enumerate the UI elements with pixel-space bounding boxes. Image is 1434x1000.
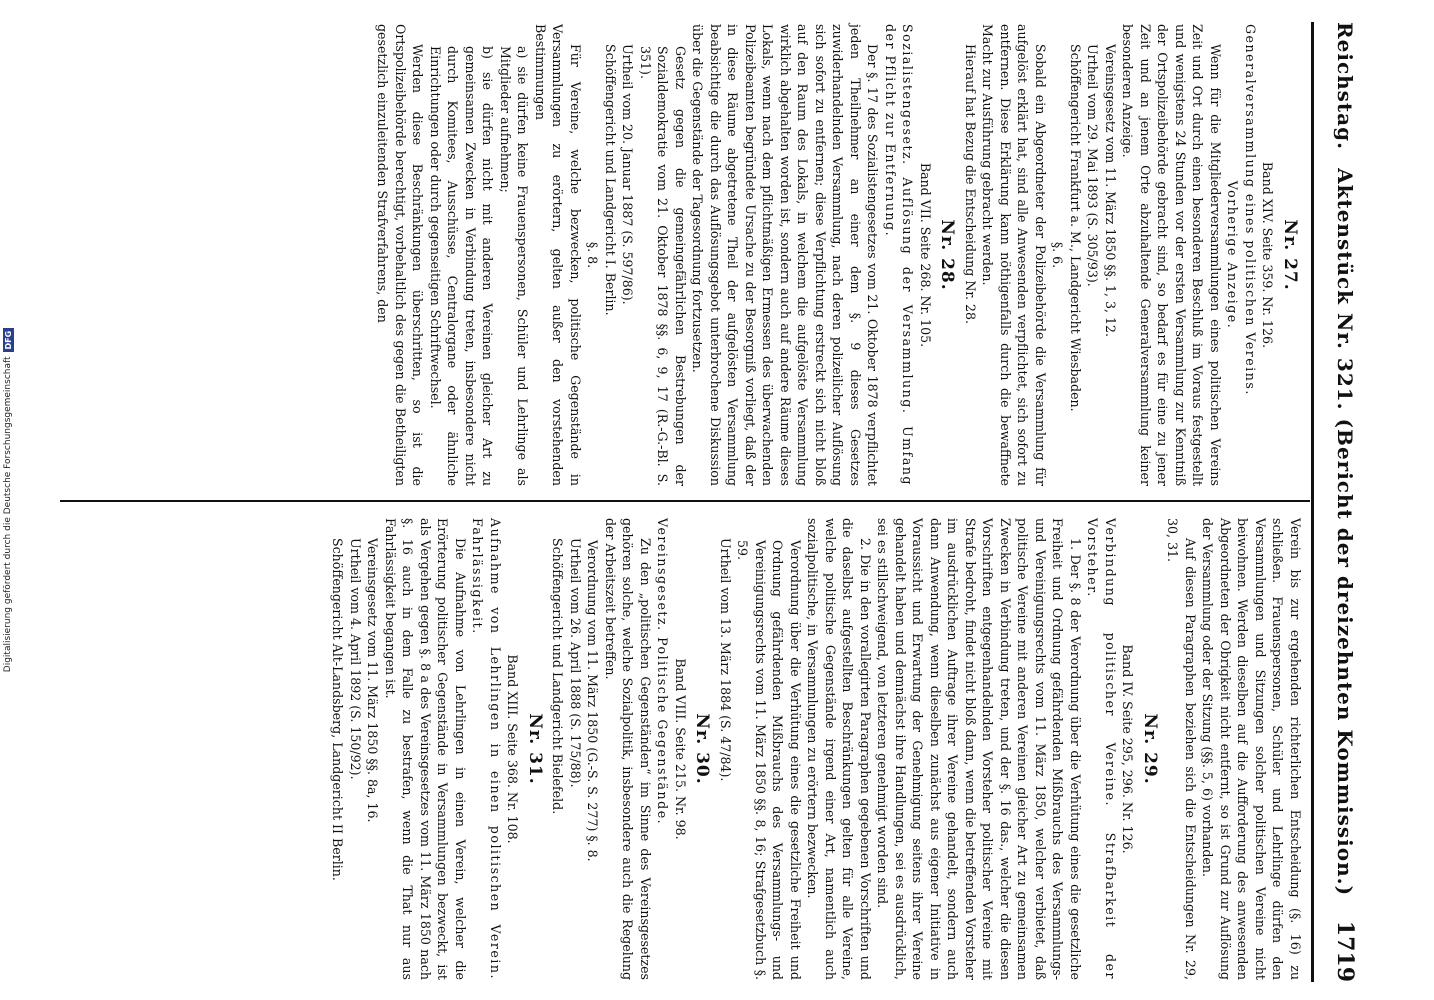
paragraph: Sobald ein Abgeordneter der Polizeibehörde die Versammlung für aufgelöst erklärt hat, sind alle Anwesenden verpflichtet, sich sofort zu entfernen. Diese Erklärung kann nöthigenfalls durch die bewaffnete Macht zur Ausführung gebracht werden. <box>980 24 1048 486</box>
credit-text: Digitalisierung gefördert durch die Deutsche Forschungsgemeinschaft <box>3 356 13 673</box>
column-divider <box>60 500 1310 502</box>
paragraph: Schöffengericht und Landgericht I. Berlin. <box>603 44 618 316</box>
decision-number: Nr. 28. <box>937 219 958 291</box>
paragraph: Vorherige Anzeige. <box>1225 180 1241 330</box>
paragraph: Für Vereine, welche bezwecken, politische Gegenstände in Versammlungen zu erörtern, gelten außer den vorstehenden Bestimmungen <box>533 24 583 486</box>
right-column <box>329 518 1304 980</box>
paragraph: a) sie dürfen keine Frauenspersonen, Schüler und Lehrlinge als Mitglieder aufnehmen; <box>498 46 531 486</box>
paragraph: Sozialistengesetz. Auflösung der Versammlung. Umfang der Pflicht zur Entfernung. <box>883 24 916 486</box>
header-title: Aktenstück Nr. 321. (Bericht der dreizehnten Kommission.) <box>1333 168 1357 897</box>
paragraph: Band XIV. Seite 359. Nr. 126. <box>1260 161 1276 349</box>
paragraph: Band IV. Seite 295, 296. Nr. 126. <box>1120 644 1136 854</box>
decision-number: Nr. 29. <box>1140 713 1160 785</box>
left-column <box>374 24 1304 486</box>
document-page <box>52 0 1372 1000</box>
paragraph: Urtheil vom 26. April 1888 (S. 175/88). <box>568 538 583 788</box>
paragraph: Wenn für die Mitgliederversammlungen eines politischen Vereins Zeit und Ort durch einen besonderen Beschluß im Voraus festgestellt und wenigstens 24 Stunden vor der ersten Versammlung zur Kenntniß der Ortspolizeibehörde gebracht sind, so bedarf es für eine zu jener Zeit und an jenem Orte abzuhaltende Generalversammlung keiner besonderen Anzeige. <box>1120 24 1223 486</box>
paragraph: Band VIII. Seite 215. Nr. 98. <box>673 658 688 840</box>
paragraph: §. 6. <box>1050 241 1066 269</box>
paragraph: Der §. 17 des Sozialistengesetzes vom 21. Oktober 1878 verpflichtet jeden Theilnehmer an einer dem §. 9 dieses Gesetzes zuwiderhandelnden Versammlung, nach deren polizeilicher Auflösung sich sofort zu entfernen; diese Verpflichtung erstreckt sich nicht bloß auf den Raum des Lokals, in welchem die aufgelöste Versammlung wirklich abgehalten worden ist, sondern auch auf andere Räume dieses Lokals, wenn nach dem pflichtmäßigen Ermessen des überwachenden Polizeibeamten begründete Ursache zu der Besorgniß vorliegt, daß der in diese Räume abgetretene Theil der aufgelösten Versammlung beabsichtige die durch das Auflösungsgebot unterbrochene Diskussion über die Gegenstände der Tagesordnung fortzusetzen. <box>690 24 881 486</box>
paragraph: Generalversammlung eines politischen Vereins. <box>1243 24 1258 396</box>
decision-number: Nr. 30. <box>692 713 713 785</box>
paragraph: Schöffengericht Frankfurt a. M., Landgericht Wiesbaden. <box>1068 44 1083 412</box>
paragraph: Werden diese Beschränkungen überschritten, so ist die Ortspolizeibehörde berechtigt, vorbehaltlich des gegen die Betheiligten gesetzlich einzuleitenden Strafverfahrens, den <box>375 24 426 486</box>
header-left: Reichstag. <box>1333 22 1357 151</box>
paragraph: Urtheil vom 13. März 1884 (S. 47/84). <box>718 538 733 782</box>
paragraph: Verordnung vom 11. März 1850 (G.-S. S. 277) §. 8. <box>585 540 601 862</box>
decision-number: Nr. 27. <box>1280 219 1300 291</box>
header-rule <box>1311 22 1314 982</box>
paragraph: Verordnung über die Verhütung eines die gesetzliche Freiheit und Ordnung gefährdenden Mißbrauchs des Versammlungs- und Vereinigungsrechts vom 11. März 1850 §§. 8, 16; Strafgesetzbuch §. 59. <box>735 540 803 980</box>
paragraph: Schöffengericht und Landgericht Bielefeld. <box>550 538 566 815</box>
paragraph: §. 8. <box>585 241 601 269</box>
paragraph: 2. Die in den vorallegirten Paragraphen gegebenen Vorschriften und die daselbst aufgestellten Beschränkungen gelten für alle Vereine, welche politische Gegenstände irgend einer Art, namentlich auch sozialpolitische, in Versammlungen zu erörtern bezwecken. <box>805 518 873 980</box>
paragraph: Urtheil vom 4. April 1892 (S. 150/92). <box>348 538 363 780</box>
digitization-credit <box>0 0 16 1000</box>
paragraph: Vereinsgesetz vom 11. März 1850 §§. 8a, 16. <box>365 538 381 823</box>
paragraph: Vereinsgesetz. Politische Gegenstände. <box>655 518 671 826</box>
paragraph: Verbindung politischer Vereine. Strafbarkeit der Vorsteher. <box>1085 518 1118 980</box>
paragraph: Gesetz gegen die gemeingefährlichen Bestrebungen der Sozialdemokratie vom 21. Oktober 1878 §§. 6, 9, 17 (R.-G.-Bl. S. 351). <box>638 46 688 486</box>
paragraph: Vereinsgesetz vom 11. März 1850 §§. 1, 3, 12. <box>1103 44 1118 338</box>
paragraph: Schöffengericht Alt-Landsberg, Landgericht II Berlin. <box>330 538 346 881</box>
paragraph: Urtheil vom 20. Januar 1887 (S. 597/86). <box>620 44 636 305</box>
dfg-logo: DFG <box>3 328 14 353</box>
paragraph: Band XIII. Seite 368. Nr. 108. <box>505 654 521 844</box>
paragraph: Zu den „politischen Gegenständen“ im Sinne des Vereinsgesetzes gehören solche, welche Sozialpolitik, insbesondere auch die Regelung der Arbeitszeit betreffen. <box>603 518 653 980</box>
paragraph: Urtheil vom 29. Mai 1893 (S. 305/93). <box>1085 44 1101 287</box>
page-number: 1719 <box>1332 920 1358 982</box>
paragraph: Aufnahme von Lehrlingen in einen politischen Verein. Fahrlässigkeit. <box>470 518 503 980</box>
paragraph: Die Aufnahme von Lehrlingen in einen Verein, welcher die Erörterung politischer Gegenstände in Versammlungen bezweckt, ist als Vergehen gegen §. 8 a des Vereinsgesetzes vom 11. März 1850 nach §. 16 auch in dem Falle zu bestrafen, wenn die That nur aus Fahrlässigkeit begangen ist. <box>383 518 468 980</box>
paragraph: Hierauf hat Bezug die Entscheidung Nr. 28. <box>963 44 978 325</box>
paragraph: 1. Der §. 8 der Verordnung über die Verhütung eines die gesetzliche Freiheit und Ordnung gefährdenden Mißbrauchs des Versammlungs- und Vereinigungsrechts vom 11. März 1850, welcher verbietet, daß politische Vereine mit anderen Vereinen gleicher Art zu gemeinsamen Zwecken in Verbindung treten, und der §. 16 das., welcher die diesen Vorschriften entgegenhandelnden Vorsteher politischer Vereine mit Strafe bedroht, findet nicht bloß dann, wenn die betreffenden Vorsteher im ausdrücklichen Auftrage ihrer Vereine gehandelt, sondern auch dann Anwendung, wenn dieselben zunächst aus eigener Initiative in Voraussicht und Erwartung der Genehmigung seitens ihrer Vereine gehandelt haben und demnächst ihre Handlungen, sei es ausdrücklich, sei es stillschweigend, von letzteren genehmigt worden sind. <box>875 518 1083 980</box>
paragraph: Verein bis zur ergehenden richterlichen Entscheidung (§. 16) zu schließen. Frauenspersonen, Schüler und Lehrlinge dürfen den Versammlungen und Sitzungen solcher politischen Vereine nicht beiwohnen. Werden dieselben auf die Aufforderung des anwesenden Abgeordneten der Obrigkeit nicht entfernt, so ist Grund zur Auflösung der Versammlung oder der Sitzung (§§. 5, 6) vorhanden. <box>1200 518 1303 980</box>
decision-number: Nr. 31. <box>525 713 545 785</box>
paragraph: Auf diesen Paragraphen beziehen sich die Entscheidungen Nr. 29, 30, 31. <box>1165 518 1198 980</box>
paragraph: Band VII. Seite 268. Nr. 105. <box>918 162 933 348</box>
page-header <box>1314 22 1358 982</box>
paragraph: b) sie dürfen nicht mit anderen Vereinen gleicher Art zu gemeinsamen Zwecken in Verbindung treten, insbesondere nicht durch Komitees, Ausschüsse, Centralorgane oder ähnliche Einrichtungen oder durch gegenseitigen Schriftwechsel. <box>428 46 496 486</box>
